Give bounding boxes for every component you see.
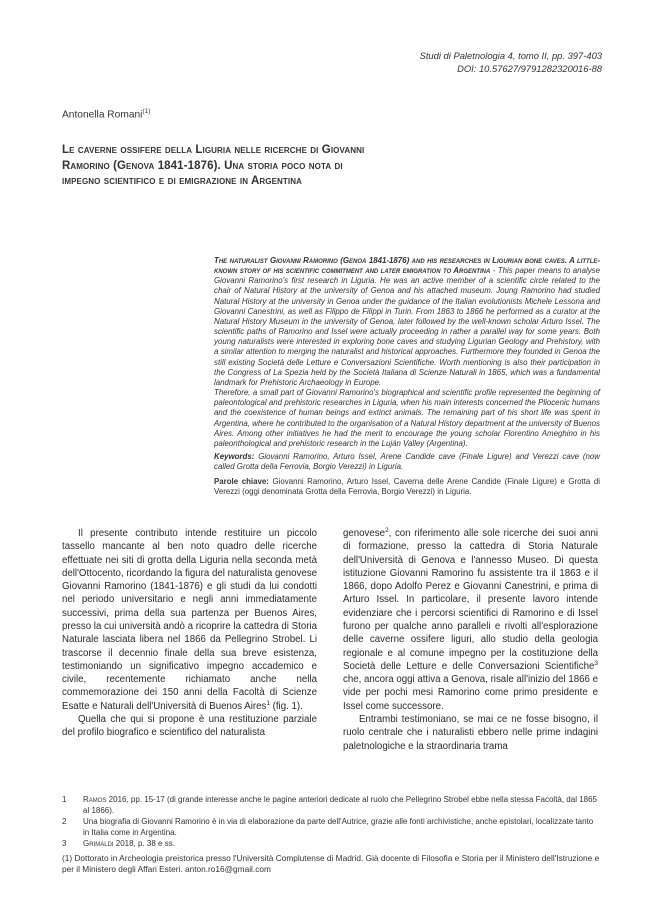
footnote-ref: 1	[266, 699, 270, 707]
footnote-body: 2016, pp. 15-17 (di grande interesse anche le pagine anteriori dedicate al ruolo che Pellegrino Strobel ebbe nella stessa Facoltà, dal 1865 al 1866).	[83, 795, 597, 815]
abstract-text: - This paper means to analyse Giovanni Ramorino's first research in Liguria. He was an active member of a scientific circle related to the chair of Natural History at the university of Genoa and his attached museum. Joung Ramorino had studied Natural History at the university in Genoa under the guidance of the Italian evolutionists Michele Lessona and Giovanni Canestrini, as well as Filippo de Filippi in Turin. From 1863 to 1866 he performed as a curator at the Natural History Museum in the university of Genoa, later followed by the well-known scholar Arturo Issel. The scientific paths of Ramorino and Issel were actually proceeding in rather a parallel way for some years. Both young naturalists were interested in exploring bone caves and studying Ligurian Geology and Prehistory, with a similar attention to merging the naturalist and historical approaches. Furthermore they founded in Genoa the still existing Società delle Letture e Conversazioni Scientifiche. Worth mentioning is also their participation in the Congress of La Spezia held by the Società Italiana di Scienze Naturali in 1865, which was a fundamental landmark for Prehistoric Archaeology in Europe.	[214, 266, 600, 387]
footnote-text	[83, 839, 600, 850]
title-line: Ramorino (Genova 1841-1876). Una storia poco nota di	[62, 159, 343, 172]
article-title	[62, 143, 482, 190]
running-header	[420, 50, 602, 75]
body-paragraph: Quella che qui si propone è una restituzione parziale del profilo biografico e scientifico del naturalista	[62, 713, 317, 739]
footnote-number: 2	[62, 817, 67, 827]
keywords-block	[214, 452, 600, 498]
footnote-number: 1	[62, 795, 67, 804]
title-line: Le caverne ossifere della Liguria nelle ricerche di Giovanni	[62, 144, 365, 156]
abstract-paragraph	[214, 256, 600, 388]
body-text: Il presente contributo intende restituire un piccolo tassello mancante al ben noto quadro delle ricerche effettuate nei siti di grotta della Liguria nella seconda metà dell'Ottocento, ricordando la figura del naturalista genovese Giovanni Ramorino (1841-1876) e gli studi da lui condotti nel periodo universitario e negli anni immediatamente successivi, prima della sua partenza per Buenos Aires, presso la cui università andò a ricoprire la cattedra di Storia Naturale lasciata libera nel 1866 da Pellegrino Strobel. Li trascorse il decennio finale della sua breve esistenza, testimoniando un significativo impegno accademico e civile, recentemente richiamato anche nella commemorazione dei 150 anni della Facoltà di Scienze Esatte e Naturali dell'Università di Buenos Aires	[62, 528, 317, 712]
keywords-it	[214, 477, 600, 497]
keywords-label: Keywords:	[214, 452, 255, 461]
footnote	[62, 839, 600, 850]
keywords-text: Giovanni Ramorino, Arturo Issel, Arene Candide cave (Finale Ligure) and Verezzi cave (now called Grotta della Ferrovia, Borgio Verezzi) in Liguria.	[214, 452, 600, 472]
body-text: (fig. 1).	[269, 700, 303, 712]
abstract-paragraph: Therefore, a small part of Giovanni Ramorino's biographical and scientific profile represented the beginning of paleontological and prehistoric researches in Liguria, when his main interests concerned the Pliocenic humans and the coexistence of human beings and extinct animals. The remaining part of his short life was spent in Argentina, where he contributed to the organisation of a Natural History department at the university of Buenos Aires. Among other initiatives he had the merit to encourage the young scholar Florentino Ameghino in his paleonthological and prehistoric research in the Luján Valley (Argentina).	[214, 388, 600, 448]
footnote	[62, 817, 600, 838]
author-mark: (1)	[142, 108, 151, 115]
body-column-left	[62, 527, 317, 740]
author-affiliation: (1) Dottorato in Archeologia preistorica presso l'Università Complutense di Madrid. Già docente di Filosofia e Storia per il Ministero dell'Istruzione e per il Ministero degli Affari Esteri. anton.ro16@gmail.com	[62, 853, 600, 874]
footnote	[62, 795, 600, 816]
author-line	[62, 108, 150, 120]
footnote-text	[83, 817, 600, 838]
citation-author: Ramos	[83, 795, 107, 804]
title-line: impegno scientifico e di emigrazione in Argentina	[62, 175, 302, 187]
footnote-ref: 2	[385, 526, 389, 534]
footnote-number: 3	[62, 839, 67, 849]
body-text: genovese	[343, 528, 386, 539]
citation-author: Grimaldi	[83, 839, 114, 849]
body-paragraph	[62, 527, 317, 713]
parole-chiave-label: Parole chiave:	[214, 477, 269, 487]
footnote-text	[83, 795, 600, 816]
doi: DOI: 10.57627/9791282320016-88	[457, 62, 602, 74]
footnote-body: 2018, p. 38 e ss.	[113, 839, 175, 849]
body-paragraph	[343, 527, 598, 713]
body-text: , con riferimento alle sole ricerche dei suoi anni di formazione, presso la cattedra di Storia Naturale dell'Università di Genova e l'annesso Museo. Di questa istituzione Giovanni Ramorino fu assistente tra il 1863 e il 1866, dopo Adolfo Perez e Giovanni Canestrini, e prima di Arturo Issel. In particolare, il presente lavoro intende evidenziare che i percorsi scientifici di Ramorino e di Issel furono per qualche anno paralleli e rivolti all'esplorazione delle caverne ossifere liguri, allo studio della geologia regionale e al comune impegno per la costituzione della Società delle Letture e delle Conversazioni Scientifiche	[343, 528, 598, 672]
body-paragraph: Entrambi testimoniano, se mai ce ne fosse bisogno, il ruolo centrale che i naturalisti ebbero nelle prime indagini paletnologiche e la straordinaria trama	[343, 713, 598, 752]
footnote-ref: 3	[594, 659, 598, 667]
journal-citation: Studi di Paletnologia 4, tomo II, pp. 397-403	[419, 50, 602, 61]
author-name: Antonella Romani	[62, 109, 143, 121]
parole-chiave-text: Giovanni Ramorino, Arturo Issel, Caverna delle Arene Candide (Finale Ligure) e Grotta di Verezzi (oggi denominata Grotta della Ferrovia, Borgio Verezzi) in Liguria.	[214, 477, 600, 497]
footnotes	[62, 795, 600, 851]
abstract	[214, 256, 600, 449]
body-text: che, ancora oggi attiva a Genova, risale all'inizio del 1866 e vide per pochi mesi Ramorino come primo presidente e Issel come successore.	[343, 674, 598, 712]
abstract-title: The naturalist Giovanni Ramorino (Genoa 1841-1876) and his researches in Ligurian bone caves. A little-known story of his scientific commitment and later emigration to Argentina	[214, 256, 600, 276]
footnote-body: Una biografia di Giovanni Ramorino è in via di elaborazione da parte dell'Autrice, grazie alle fonti archivistiche, anche epistolari, localizzate tanto in Italia come in Argentina.	[83, 817, 594, 837]
body-column-right	[343, 527, 598, 753]
keywords-en	[214, 452, 600, 472]
